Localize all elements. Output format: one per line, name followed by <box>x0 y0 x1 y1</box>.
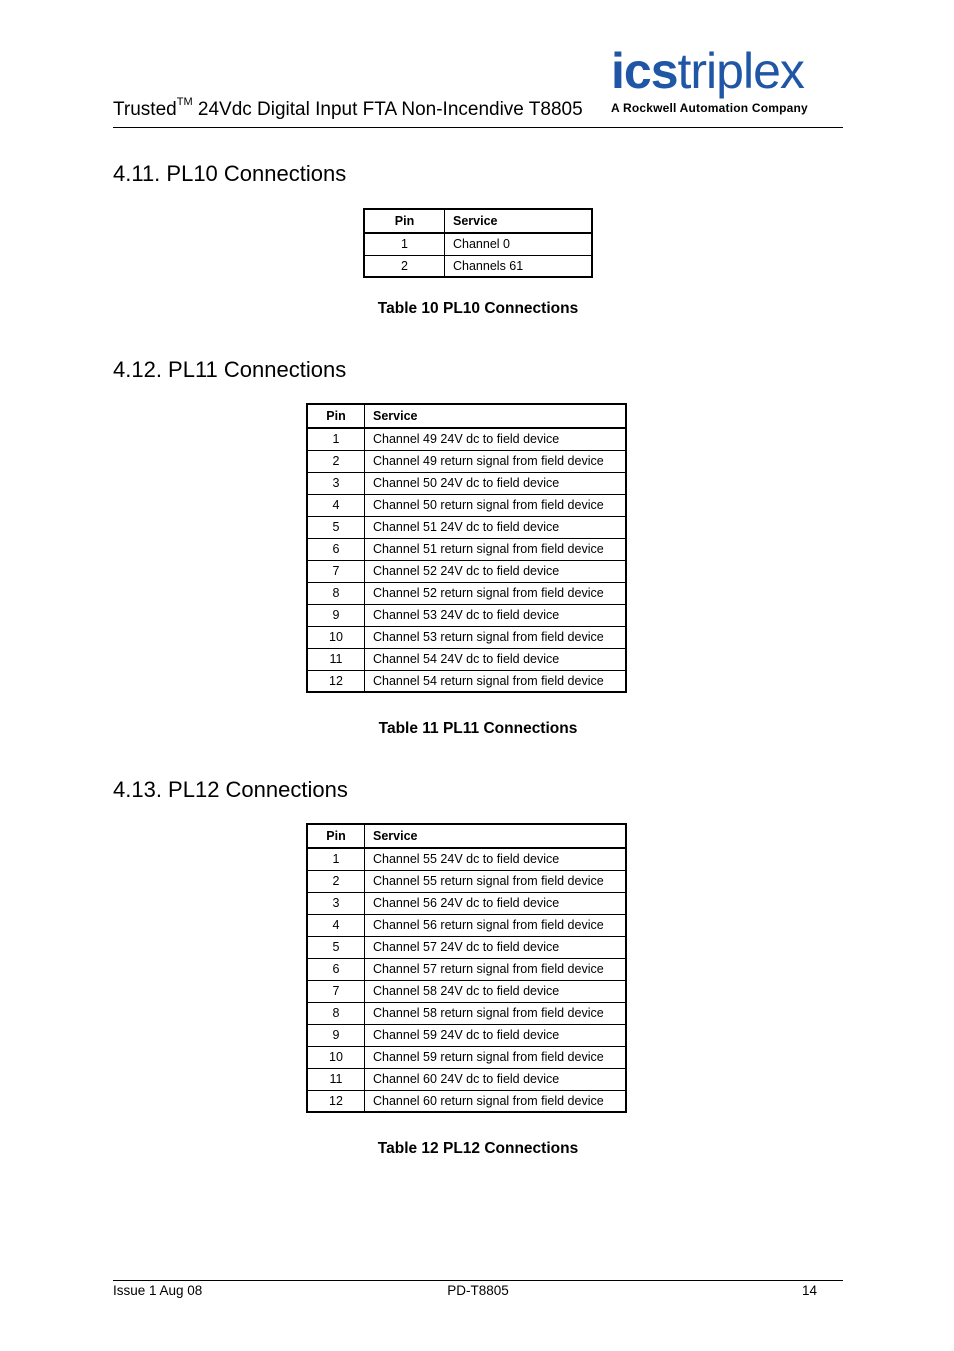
pin-cell: 12 <box>307 1090 365 1112</box>
pin-cell: 9 <box>307 1024 365 1046</box>
table-row <box>307 648 626 670</box>
table-caption-pl11: Table 11 PL11 Connections <box>378 720 578 737</box>
service-cell: Channel 0 <box>445 233 593 255</box>
pin-cell: 6 <box>307 958 365 980</box>
service-cell: Channel 51 24V dc to field device <box>365 516 627 538</box>
service-cell: Channel 54 return signal from field device <box>365 670 627 692</box>
table-row <box>307 472 626 494</box>
pin-cell: 4 <box>307 914 365 936</box>
pin-cell: 11 <box>307 1068 365 1090</box>
pin-cell: 7 <box>307 980 365 1002</box>
table-row <box>307 516 626 538</box>
service-cell: Channel 59 24V dc to field device <box>365 1024 627 1046</box>
table-row <box>364 233 592 255</box>
pin-cell: 6 <box>307 538 365 560</box>
table-row <box>307 604 626 626</box>
pin-cell: 1 <box>307 428 365 450</box>
service-cell: Channel 49 24V dc to field device <box>365 428 627 450</box>
table-row <box>307 1046 626 1068</box>
section-heading-pl10: 4.11. PL10 Connections <box>113 161 347 186</box>
table-row <box>307 1068 626 1090</box>
table-caption-pl12: Table 12 PL12 Connections <box>377 1140 579 1157</box>
service-cell: Channel 57 24V dc to field device <box>365 936 627 958</box>
pin-cell: 5 <box>307 516 365 538</box>
pin-cell: 10 <box>307 626 365 648</box>
table-row <box>307 582 626 604</box>
service-cell: Channel 56 24V dc to field device <box>365 892 627 914</box>
logo-tagline: A Rockwell Automation Company <box>611 101 808 115</box>
section-heading-pl11: 4.12. PL11 Connections <box>113 357 347 382</box>
service-cell: Channel 52 return signal from field device <box>365 582 627 604</box>
pin-cell: 2 <box>307 870 365 892</box>
table-row <box>307 936 626 958</box>
table-row <box>307 560 626 582</box>
service-cell: Channel 55 return signal from field device <box>365 870 627 892</box>
pin-cell: 1 <box>307 848 365 870</box>
table-caption-pl10: Table 10 PL10 Connections <box>377 300 579 317</box>
service-cell: Channel 60 24V dc to field device <box>365 1068 627 1090</box>
service-cell: Channel 58 24V dc to field device <box>365 980 627 1002</box>
document-title <box>113 96 583 121</box>
pin-cell: 4 <box>307 494 365 516</box>
trademark-superscript: TM <box>176 96 193 108</box>
table-row <box>307 892 626 914</box>
service-cell: Channel 56 return signal from field device <box>365 914 627 936</box>
table-row <box>307 1090 626 1112</box>
pin-cell: 2 <box>364 255 445 277</box>
service-cell: Channel 50 return signal from field device <box>365 494 627 516</box>
table-row <box>307 428 626 450</box>
service-cell: Channel 52 24V dc to field device <box>365 560 627 582</box>
ics-triplex-logo <box>611 43 843 115</box>
pl12-connections-table <box>306 823 627 1113</box>
logo-ics: ics <box>611 43 678 99</box>
service-cell: Channel 60 return signal from field device <box>365 1090 627 1112</box>
service-cell: Channel 57 return signal from field device <box>365 958 627 980</box>
title-prefix: Trusted <box>113 99 177 120</box>
table-row <box>307 1002 626 1024</box>
service-cell: Channel 53 return signal from field device <box>365 626 627 648</box>
pl10-connections-table <box>363 208 593 278</box>
pin-cell: 12 <box>307 670 365 692</box>
table-row <box>307 1024 626 1046</box>
pin-cell: 3 <box>307 892 365 914</box>
footer-doc-id: PD-T8805 <box>447 1283 509 1298</box>
column-header-pin: Pin <box>364 209 445 233</box>
table-row <box>307 980 626 1002</box>
header-divider <box>113 127 843 128</box>
footer-divider <box>113 1280 843 1281</box>
table-row <box>307 450 626 472</box>
service-cell: Channel 50 24V dc to field device <box>365 472 627 494</box>
table-row <box>307 958 626 980</box>
column-header-pin: Pin <box>307 824 365 848</box>
service-cell: Channel 51 return signal from field device <box>365 538 627 560</box>
pin-cell: 9 <box>307 604 365 626</box>
table-row <box>307 670 626 692</box>
pin-cell: 10 <box>307 1046 365 1068</box>
pin-cell: 8 <box>307 582 365 604</box>
column-header-pin: Pin <box>307 404 365 428</box>
title-rest: 24Vdc Digital Input FTA Non-Incendive T8805 <box>192 99 583 120</box>
pin-cell: 8 <box>307 1002 365 1024</box>
pin-cell: 3 <box>307 472 365 494</box>
service-cell: Channel 54 24V dc to field device <box>365 648 627 670</box>
service-cell: Channel 53 24V dc to field device <box>365 604 627 626</box>
pin-cell: 5 <box>307 936 365 958</box>
pl11-connections-table <box>306 403 627 693</box>
service-cell: Channels 61 <box>445 255 593 277</box>
table-row <box>307 914 626 936</box>
service-cell: Channel 55 24V dc to field device <box>365 848 627 870</box>
footer-page-number: 14 <box>801 1283 817 1298</box>
table-row <box>307 870 626 892</box>
table-row <box>307 626 626 648</box>
column-header-service: Service <box>445 209 593 233</box>
section-heading-pl12: 4.13. PL12 Connections <box>113 777 348 802</box>
table-row <box>307 848 626 870</box>
pin-cell: 11 <box>307 648 365 670</box>
service-cell: Channel 59 return signal from field device <box>365 1046 627 1068</box>
footer-issue: Issue 1 Aug 08 <box>113 1283 203 1298</box>
service-cell: Channel 49 return signal from field device <box>365 450 627 472</box>
pin-cell: 2 <box>307 450 365 472</box>
pin-cell: 7 <box>307 560 365 582</box>
service-cell: Channel 58 return signal from field device <box>365 1002 627 1024</box>
pin-cell: 1 <box>364 233 445 255</box>
table-row <box>364 255 592 277</box>
logo-triplex: triplex <box>677 43 804 99</box>
table-row <box>307 494 626 516</box>
column-header-service: Service <box>365 824 627 848</box>
column-header-service: Service <box>365 404 627 428</box>
table-row <box>307 538 626 560</box>
logo-wordmark <box>611 43 843 99</box>
